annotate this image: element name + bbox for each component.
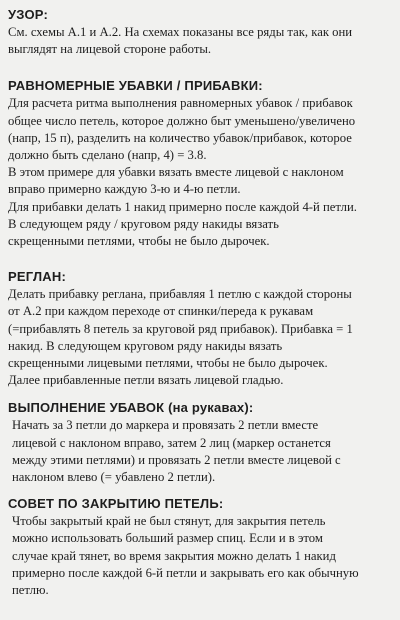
section-bind-off-tip — [8, 495, 392, 599]
text-line: Чтобы закрытый край не был стянут, для закрытия петель — [12, 514, 326, 529]
text-line: (=прибавлять 8 петель за круговой ряд прибавок). Прибавка = 1 — [8, 321, 353, 336]
text-line: (напр, 15 п), разделить на количество убавок/прибавок, которое — [8, 130, 352, 145]
text-line: петлю. — [12, 583, 49, 598]
text-line: между этими петлями) и провязать 2 петли вместе лицевой с — [12, 452, 341, 467]
text-line: Для расчета ритма выполнения равномерных убавок / прибавок — [8, 96, 353, 111]
text-line: В этом примере для убавки вязать вместе лицевой с наклоном — [8, 165, 344, 180]
section-raglan — [8, 268, 392, 389]
text-line: Далее прибавленные петли вязать лицевой гладью. — [8, 373, 284, 388]
text-line: выглядят на лицевой стороне работы. — [8, 42, 212, 57]
section-heading: СОВЕТ ПО ЗАКРЫТИЮ ПЕТЕЛЬ: — [8, 496, 224, 512]
text-line: должно быть сделано (напр, 4) = 3.8. — [8, 148, 207, 163]
section-heading: УЗОР: — [8, 7, 48, 22]
text-line: примерно после каждой 6-й петли и закрывать его как обычную — [12, 565, 359, 580]
section-pattern — [8, 6, 392, 58]
text-line: от А.2 при каждом переходе от спинки/переда к рукавам — [8, 304, 314, 319]
text-line: скрещенными лицевыми петлями, чтобы не было дырочек. — [8, 356, 328, 371]
text-line: общее число петель, которое должно быт уменьшено/увеличено — [8, 113, 356, 128]
text-line: См. схемы А.1 и А.2. На схемах показаны все ряды так, как они — [8, 25, 353, 39]
text-line: случае край тянет, во время закрытия можно делать 1 накид — [12, 548, 336, 563]
text-line: Начать за 3 петли до маркера и провязать 2 петли вместе — [12, 418, 319, 433]
text-line: можно использовать больший размер спиц. Если и в этом — [12, 531, 323, 546]
section-heading: РЕГЛАН: — [8, 269, 67, 285]
section-even-decreases — [8, 77, 392, 250]
text-line: накид. В следующем круговом ряду накиды вязать — [8, 338, 283, 353]
text-line: скрещенными петлями, чтобы не было дырочек. — [8, 234, 270, 249]
section-heading: РАВНОМЕРНЫЕ УБАВКИ / ПРИБАВКИ: — [8, 78, 263, 94]
text-line: вправо примерно каждую 3-ю и 4-ю петли. — [8, 182, 241, 197]
section-heading: ВЫПОЛНЕНИЕ УБАВОК (на рукавах): — [8, 400, 254, 416]
text-line: Для прибавки делать 1 накид примерно после каждой 4-й петли. — [8, 199, 357, 214]
section-sleeve-decreases — [8, 399, 392, 486]
text-line: В следующем ряду / круговом ряду накиды вязать — [8, 216, 279, 231]
text-line: лицевой с наклоном вправо, затем 2 лиц (маркер останется — [12, 435, 331, 450]
text-line: наклоном влево (= убавлено 2 петли). — [12, 470, 216, 485]
text-line: Делать прибавку реглана, прибавляя 1 петлю с каждой стороны — [8, 287, 352, 302]
